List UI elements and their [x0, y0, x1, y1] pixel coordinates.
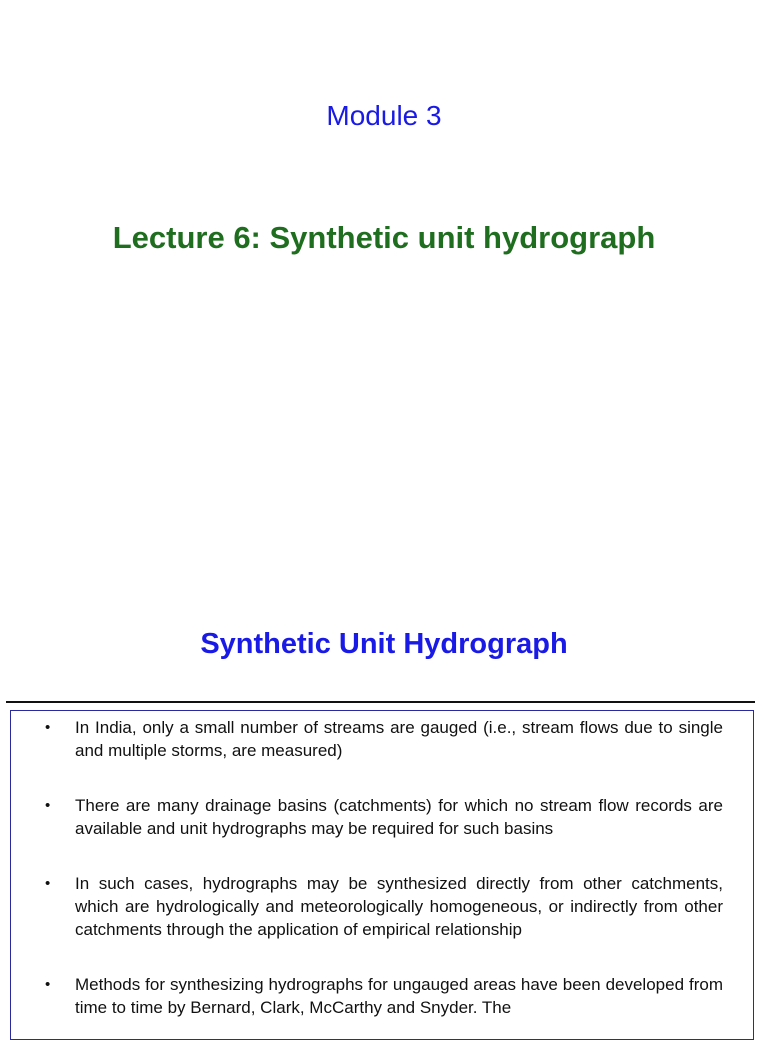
slide-heading: Synthetic Unit Hydrograph: [200, 628, 568, 660]
lecture-title: Lecture 6: Synthetic unit hydrograph: [112, 220, 656, 255]
list-item: [11, 794, 754, 840]
bullet-text: In India, only a small number of streams are gauged (i.e., stream flows due to single and multiple storms, are measured): [75, 718, 723, 760]
bullet-text: Methods for synthesizing hydrographs for ungauged areas have been developed from time to time by Bernard, Clark, McCarthy and Snyder. The: [75, 975, 723, 1017]
bullet-icon: •: [45, 875, 51, 892]
list-item: [11, 716, 754, 762]
bullet-icon: •: [45, 719, 51, 736]
module-heading: Module 3: [326, 100, 442, 131]
content-box: [10, 710, 754, 1040]
list-item: [11, 973, 754, 1019]
heading-divider: [6, 701, 755, 703]
bullet-icon: •: [45, 976, 51, 993]
list-item: [11, 872, 754, 941]
bullet-list: [11, 716, 754, 1040]
bullet-text: In such cases, hydrographs may be synthesized directly from other catchments, which are hydrologically and meteorologically homogeneous, or indirectly from other catchments through the application of empirical relationship: [75, 874, 723, 939]
bullet-text: There are many drainage basins (catchments) for which no stream flow records are available and unit hydrographs may be required for such basins: [75, 796, 723, 838]
bullet-icon: •: [45, 797, 51, 814]
